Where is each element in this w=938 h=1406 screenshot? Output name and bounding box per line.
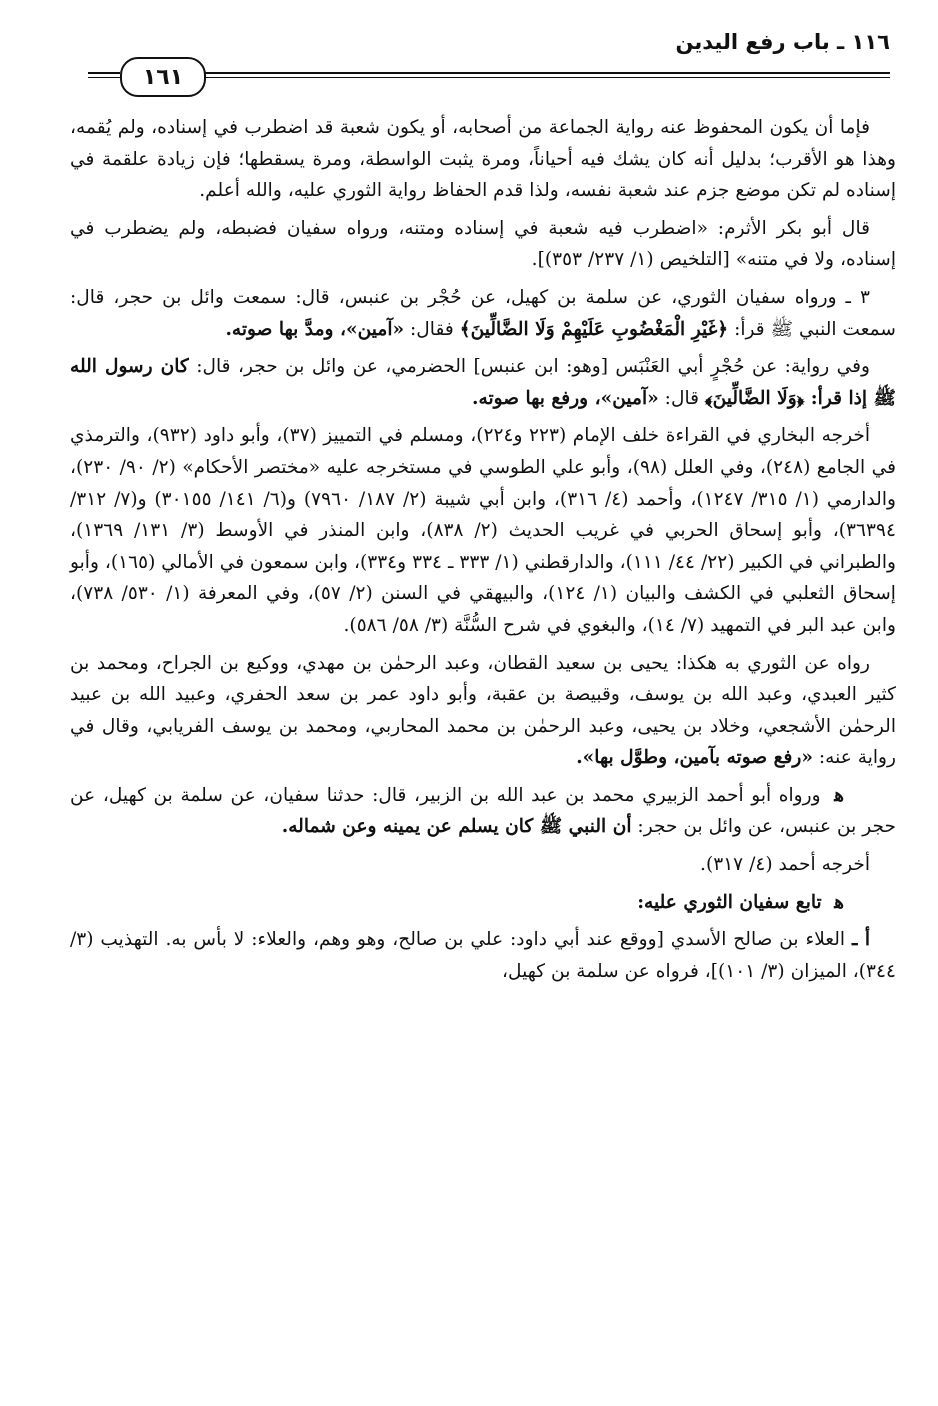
header-rule-bottom bbox=[200, 77, 890, 78]
header-rule-left-bottom bbox=[88, 77, 120, 78]
paragraph-10-text: العلاء بن صالح الأسدي [ووقع عند أبي داود: علي بن صالح، وهو وهم، والعلاء: لا بأس به. التهذيب (٣/ ٣٤٤)، الميزان (٣/ ١٠١)]، فرواه عن سلمة بن كهيل، bbox=[70, 929, 896, 982]
paragraph-3-text-b: فقال: bbox=[404, 318, 460, 340]
paragraph-4-text-b: قال: bbox=[658, 387, 705, 409]
chapter-title: ١١٦ ـ باب رفع اليدين bbox=[675, 30, 890, 54]
page-number: ١٦١ bbox=[142, 64, 184, 90]
paragraph-7 bbox=[70, 780, 896, 843]
paragraph-6-text-a: رواه عن الثوري به هكذا: يحيى بن سعيد القطان، وعبد الرحمٰن بن مهدي، ووكيع بن الجراح، ومحمد بن كثير العبدي، وعبد الله بن يوسف، وقبيصة بن عقبة، وأبو داود عمر بن سعد الحفري، وعبيد الله بن عبيد الرحمٰن الأشجعي، وخلاد بن يحيى، وعبد الرحمٰن بن محمد المحاربي، ومحمد بن يوسف الفريابي، وقال في رواية عنه: bbox=[70, 652, 896, 769]
header-rule-top bbox=[200, 72, 890, 74]
paragraph-3-bold: «آمين»، ومدَّ بها صوته. bbox=[225, 318, 405, 340]
paragraph-7-text-a: ورواه أبو أحمد الزبيري محمد بن عبد الله بن الزبير، قال: حدثنا سفيان، عن سلمة بن كهيل، عن حجر بن عنبس، عن وائل بن حجر: bbox=[70, 784, 896, 838]
paragraph-6-bold: «رفع صوته بآمين، وطوَّل بها». bbox=[576, 747, 813, 769]
header-rule-left-top bbox=[88, 72, 120, 74]
paragraph-4-bold-2: «آمين»، ورفع بها صوته. bbox=[472, 387, 659, 409]
bullet-icon: ﻫ bbox=[834, 784, 844, 806]
quran-verse-1: ﴿غَيْرِ الْمَغْضُوبِ عَلَيْهِمْ وَلَا الضَّالِّينَ﴾ bbox=[459, 318, 729, 340]
paragraph-5: أخرجه البخاري في القراءة خلف الإمام (٢٢٣ و٢٢٤)، ومسلم في التمييز (٣٧)، وأبو داود (٩٣٢)، والترمذي في الجامع (٢٤٨)، وفي العلل (٩٨)، وأبو علي الطوسي في مستخرجه عليه «مختصر الأحكام» (٢/ ٩٠/ ٢٣٠)، والدارمي (١/ ٣١٥/ ١٢٤٧)، وأحمد (٤/ ٣١٦)، وابن أبي شيبة (٢/ ١٨٧/ ٧٩٦٠) و(٦/ ١٤١/ ٣٠١٥٥) و(٧/ ٣١٢/ ٣٦٣٩٤)، وأبو إسحاق الحربي في غريب الحديث (٢/ ٨٣٨)، وابن المنذر في الأوسط (٣/ ١٣١/ ١٣٦٩)، والطبراني في الكبير (٢٢/ ٤٤/ ١١١)، والدارقطني (١/ ٣٣٣ ـ ٣٣٤ و٣٣٤)، وابن سمعون في الأمالي (١٦٥)، وأبو إسحاق الثعلبي في الكشف والبيان (١/ ١٢٤)، والبيهقي في السنن (٢/ ٥٧)، وفي المعرفة (١/ ٥٣٠/ ٧٣٨)، وابن عبد البر في التمهيد (٧/ ١٤)، والبغوي في شرح السُّنَّة (٣/ ٥٨/ ٥٨٦). bbox=[70, 425, 896, 636]
page-body bbox=[70, 112, 896, 993]
paragraph-4-text-a: وفي رواية: عن حُجْرٍ أبي العَنْبَس [وهو: ابن عنبس] الحضرمي، عن وائل بن حجر، قال: bbox=[188, 356, 871, 378]
paragraph-1: فإما أن يكون المحفوظ عنه رواية الجماعة من أصحابه، أو يكون شعبة قد اضطرب في إسناده، ولم يُقمه، وهذا هو الأقرب؛ بدليل أنه كان يشك فيه أحياناً، ومرة يثبت الواسطة، ومرة يسقطها؛ فإن زيادة علقمة في إسناده لم تكن موضع جزم عند شعبة نفسه، ولذا قدم الحفاظ رواية الثوري عليه، والله أعلم. bbox=[70, 117, 896, 202]
paragraph-2: قال أبو بكر الأثرم: «اضطرب فيه شعبة في إسناده ومتنه، ورواه سفيان فضبطه، ولم يضطرب في إسناده، ولا في متنه» [التلخيص (١/ ٢٣٧/ ٣٥٣)]. bbox=[70, 217, 896, 271]
paragraph-10 bbox=[70, 924, 896, 987]
list-marker: أ ـ bbox=[851, 929, 871, 951]
paragraph-3 bbox=[70, 282, 896, 345]
page-number-badge bbox=[120, 57, 206, 97]
bullet-icon: ﻫ bbox=[834, 891, 844, 913]
paragraph-9 bbox=[70, 887, 896, 919]
paragraph-4-bold-1: كان رسول الله ﷺ إذا قرأ: bbox=[70, 356, 896, 409]
quran-verse-2: ﴿وَلَا الضَّالِّينَ﴾ bbox=[704, 387, 805, 409]
section-heading: تابع سفيان الثوري عليه: bbox=[637, 891, 829, 913]
paragraph-3-text-a: ٣ ـ ورواه سفيان الثوري، عن سلمة بن كهيل، عن حُجْر بن عنبس، قال: سمعت وائل بن حجر، قال: سمعت النبي ﷺ قرأ: bbox=[70, 286, 896, 340]
paragraph-8: أخرجه أحمد (٤/ ٣١٧). bbox=[700, 854, 870, 876]
paragraph-7-bold: أن النبي ﷺ كان يسلم عن يمينه وعن شماله. bbox=[281, 816, 632, 838]
paragraph-6 bbox=[70, 648, 896, 774]
page-header bbox=[80, 22, 890, 102]
paragraph-4 bbox=[70, 351, 896, 414]
